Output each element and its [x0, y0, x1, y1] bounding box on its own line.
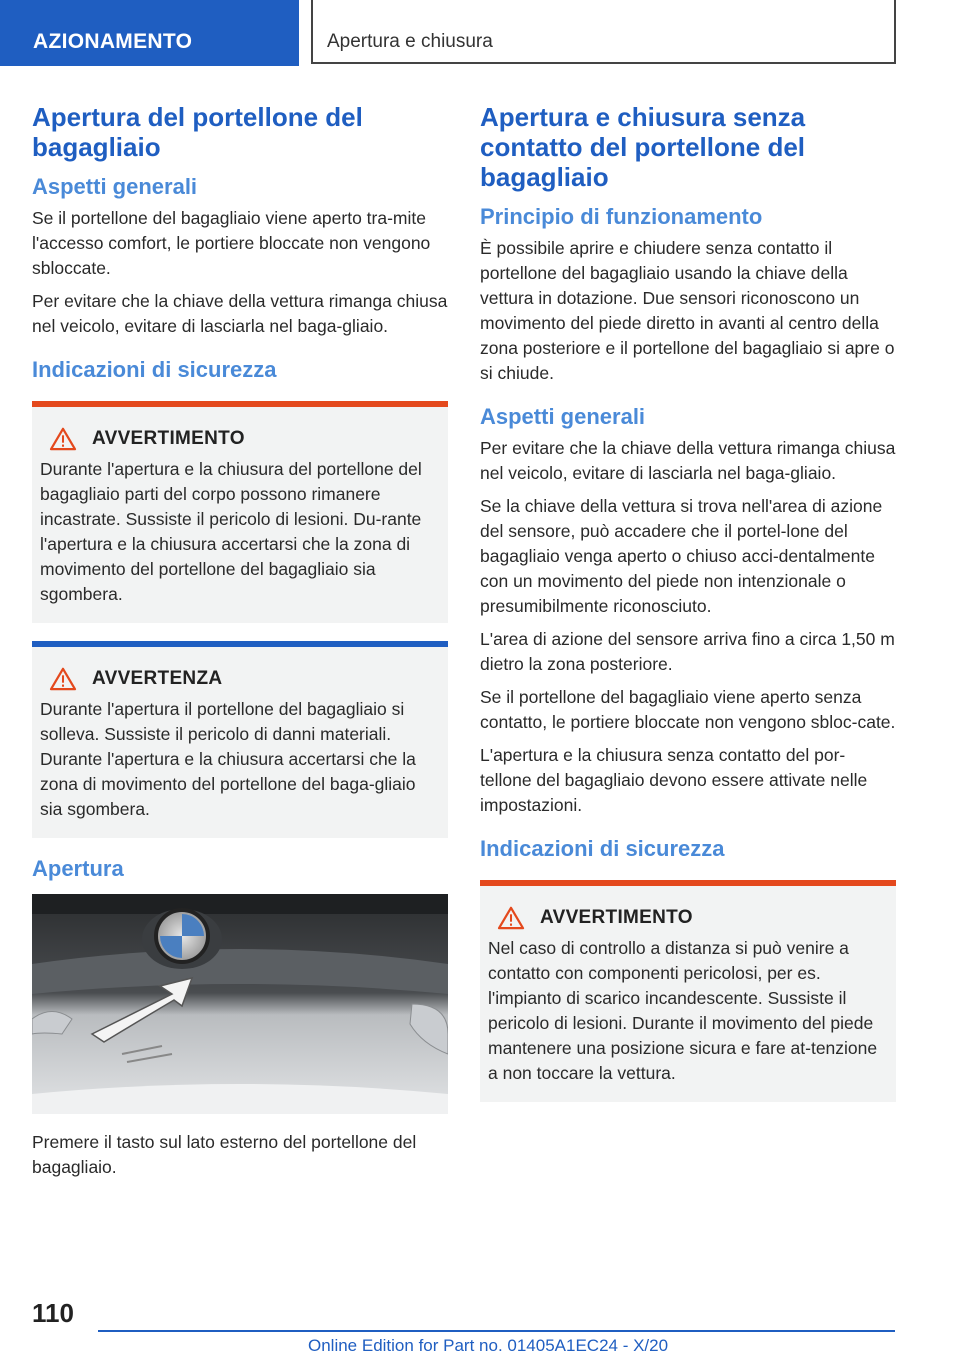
warning-title-row [40, 427, 440, 451]
page-number: 110 [32, 1298, 74, 1328]
paragraph: L'apertura e la chiusura senza contatto del por-tellone del bagagliaio devono essere attivate nelle impostazioni. [480, 745, 868, 815]
paragraph: Se il portellone del bagagliaio viene aperto senza contatto, le portiere bloccate non vengono sbloc-cate. [480, 687, 896, 732]
warning-title-row [488, 906, 888, 930]
paragraph: Se la chiave della vettura si trova nell'area di azione del sensore, può accadere che il portel-lone del bagagliaio venga aperto o chiuso acci-dentalmente con un movimento del piede non intenzionale o presumibilmente riconosciuto. [480, 496, 883, 616]
warning-title: AVVERTIMENTO [92, 428, 245, 449]
right-column [480, 102, 896, 1118]
notice-title: AVVERTENZA [92, 668, 223, 689]
footer-divider [98, 1330, 895, 1332]
warning-box [32, 401, 448, 623]
subheading-safety: Indicazioni di sicurezza [32, 357, 277, 382]
notice-box [32, 641, 448, 838]
paragraph: Se il portellone del bagagliaio viene aperto tra-mite l'accesso comfort, le portiere bloccate non vengono sbloccate. [32, 208, 431, 278]
warning-box [480, 880, 896, 1102]
notice-title-row [40, 667, 440, 691]
notice-text: Durante l'apertura il portellone del bagagliaio si solleva. Sussiste il pericolo di danni materiali. Durante l'apertura e la chiusura accertarsi che la zona di movimento del portellone del baga-gliaio sia sgombera. [40, 699, 416, 819]
paragraph: Per evitare che la chiave della vettura rimanga chiusa nel veicolo, evitare di lasciarla nel baga-gliaio. [32, 291, 448, 336]
photo-caption: Premere il tasto sul lato esterno del portellone del bagagliaio. [32, 1132, 417, 1177]
warning-triangle-icon [48, 427, 78, 451]
page-header [0, 0, 960, 66]
section-tab: AZIONAMENTO [0, 0, 299, 66]
subheading-principle: Principio di funzionamento [480, 204, 763, 229]
paragraph: L'area di azione del sensore arriva fino a circa 1,50 m dietro la zona posteriore. [480, 629, 895, 674]
warning-triangle-icon [496, 906, 526, 930]
subheading-general: Aspetti generali [480, 404, 646, 429]
subheading-opening: Apertura [32, 856, 124, 881]
warning-text: Durante l'apertura e la chiusura del portellone del bagagliaio parti del corpo possono rimanere incastrate. Sussiste il pericolo di lesioni. Du-rante l'apertura e la chiusura accertarsi che la zona di movimento del portellone del bagagliaio sia sgombera. [40, 459, 422, 604]
tailgate-button-photo [32, 894, 448, 1114]
section-title: Apertura e chiusura senza contatto del portellone del bagagliaio [480, 102, 806, 192]
chapter-title: Apertura e chiusura [311, 0, 896, 64]
subheading-general: Aspetti generali [32, 174, 198, 199]
warning-triangle-icon [48, 667, 78, 691]
warning-title: AVVERTIMENTO [540, 907, 693, 928]
section-title: Apertura del portellone del bagagliaio [32, 102, 363, 162]
left-column [32, 102, 448, 1188]
edition-link[interactable]: Online Edition for Part no. 01405A1EC24 - X/20 [308, 1336, 669, 1355]
subheading-safety: Indicazioni di sicurezza [480, 836, 725, 861]
warning-text: Nel caso di controllo a distanza si può venire a contatto con componenti pericolosi, per es. l'impianto di scarico incandescente. Sussiste il pericolo di lesioni. Durante il movimento del piede mantenere una posizione sicura e fare at-tenzione a non toccare la vettura. [488, 938, 878, 1083]
paragraph: È possibile aprire e chiudere senza contatto il portellone del bagagliaio usando la chiave della vettura in dotazione. Due sensori riconoscono un movimento del piede diretto in avanti al centro della zona posteriore e il portellone del bagagliaio si apre o si chiude. [480, 238, 895, 383]
paragraph: Per evitare che la chiave della vettura rimanga chiusa nel veicolo, evitare di lasciarla nel baga-gliaio. [480, 438, 896, 483]
